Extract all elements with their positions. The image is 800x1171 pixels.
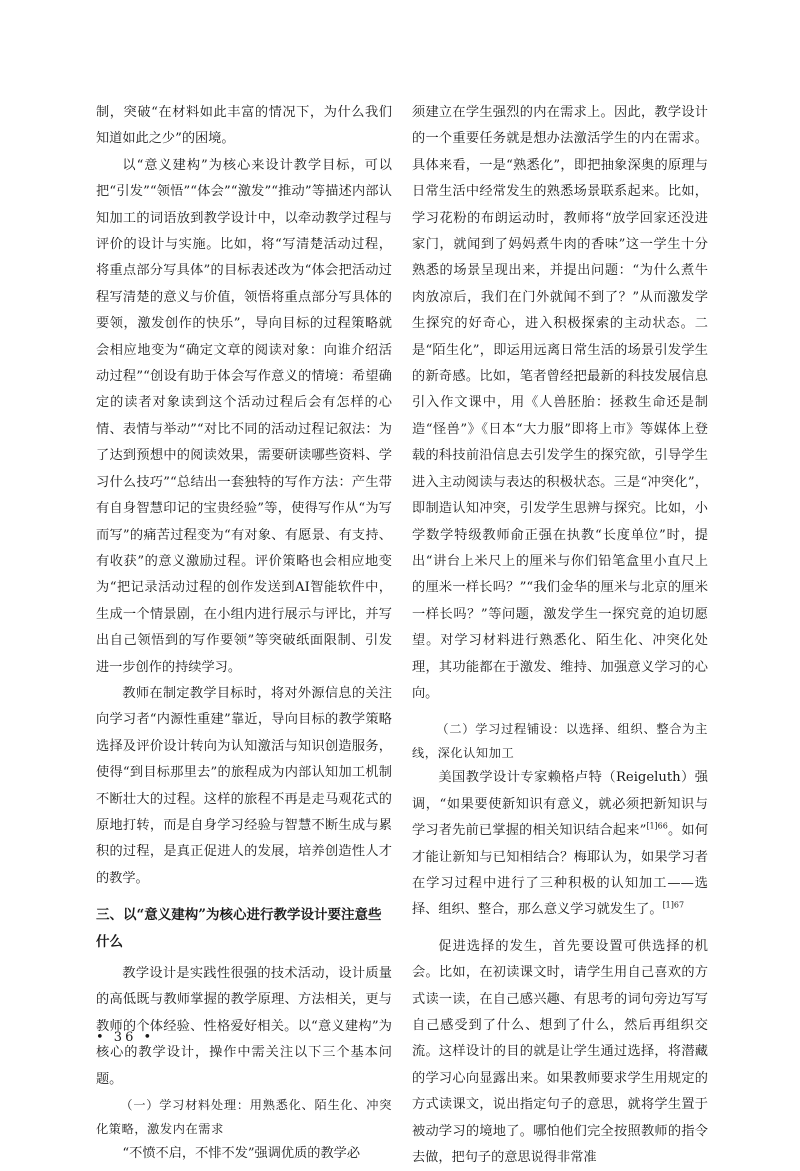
subsection-heading-1: （一）学习材料处理：用熟悉化、陌生化、冲突化策略，激发内在需求 bbox=[96, 1098, 392, 1137]
left-paragraph-2: 以“意义建构”为核心来设计教学目标，可以把“引发”“领悟”“体会”“激发”“推动”等描述内部认知加工的词语放到教学设计中，以牵动教学过程与评价的设计与实施。比如，将“写清楚活动过程，将重点部分写具体”的目标表述改为“体会把活动过程写清楚的意义与价值，领悟将重点部分写具体的要领，激发创作的快乐”，导向目标的过程策略就会相应地变为“确定文章的阅读对象：向谁介绍活动过程”“创设有助于体会写作意义的情境：希望确定的读者对象读到这个活动过程后会有怎样的心情、表情与举动”“对比不同的活动过程记叙法：为了达到预想中的阅读效果，需要研读哪些资料、学习什么技巧”“总结出一套独特的写作方法：产生带有自身智慧印记的宝贵经验”等，使得写作从“为写而写”的痛苦过程变为“有对象、有愿景、有支持、有收获”的意义激励过程。评价策略也会相应地变为“把记录活动过程的创作发送到AI智能软件中，生成一个情景剧，在小组内进行展示与评比，并写出自己领悟到的写作要领”等突破纸面限制、引发进一步创作的持续学习。 bbox=[96, 157, 392, 675]
right-paragraph-1: 须建立在学生强烈的内在需求上。因此，教学设计的一个重要任务就是想办法激活学生的内在需求。具体来看，一是“熟悉化”，即把抽象深奥的原理与日常生活中经常发生的熟悉场景联系起来。比如，学习花粉的布朗运动时，教师将“放学回家还没进家门，就闻到了妈妈煮牛肉的香味”这一学生十分熟悉的场景呈现出来，并提出问题：“为什么煮牛肉放凉后，我们在门外就闻不到了？”从而激发学生探究的好奇心，进入积极探索的主动状态。二是“陌生化”，即运用远离日常生活的场景引发学生的新奇感。比如，笔者曾经把最新的科技发展信息引入作文课中，用《人兽胚胎：拯救生命还是制造“怪兽”》《日本“大力服”即将上市》等媒体上登载的科技前沿信息去引发学生的探究欲，引导学生进入主动阅读与表达的积极状态。三是“冲突化”，即制造认知冲突，引发学生思辨与探究。比如，小学数学特级教师俞正强在执教“长度单位”时，提出“讲台上米尺上的厘米与你们铅笔盒里小直尺上的厘米一样长吗？”“我们金华的厘米与北京的厘米一样长吗？”等问题，激发学生一探究竟的迫切愿望。对学习材料进行熟悉化、陌生化、冲突化处理，其功能都在于激发、维持、加强意义学习的心向。 bbox=[412, 105, 708, 701]
left-paragraph-3: 教师在制定教学目标时，将对外源信息的关注向学习者“内源性重建”靠近，导向目标的教学策略选择及评价设计转向为认知激活与知识创造服务，使得“到目标那里去”的旅程成为内部认知加工机制不断壮大的过程。这样的旅程不再是走马观花式的原地打转，而是自身学习经验与智慧不断生成与累积的过程，是真正促进人的发展，培养创造性人才的教学。 bbox=[96, 685, 392, 886]
left-paragraph-1: 制，突破“在材料如此丰富的情况下，为什么我们知道如此之少”的困境。 bbox=[96, 105, 392, 147]
left-paragraph-4: 教学设计是实践性很强的技术活动，设计质量的高低既与教师掌握的教学原理、方法相关，更与教师的个体经验、性格爱好相关。以“意义建构”为核心的教学设计，操作中需关注以下三个基本问题。 bbox=[96, 966, 392, 1087]
section-title: 三、以“意义建构”为核心进行教学设计要注意些什么 bbox=[96, 907, 382, 950]
right-paragraph-2 bbox=[412, 765, 708, 923]
right-paragraph-2-text-a: 美国教学设计专家赖格卢特（Reigeluth）强调，“如果要使新知识有意义，就必须把新知识与学习者先前已掌握的相关知识结合起来” bbox=[412, 770, 708, 839]
left-column bbox=[96, 100, 392, 1167]
citation-ref-2: [1]67 bbox=[662, 900, 685, 910]
citation-ref-1: [1]66 bbox=[646, 821, 668, 831]
page-number: • 36 • bbox=[96, 1030, 155, 1045]
left-paragraph-5: “不愤不启，不悱不发”强调优质的教学必 bbox=[122, 1146, 361, 1162]
subsection-heading-2: （二）学习过程铺设：以选择、组织、整合为主线，深化认知加工 bbox=[412, 722, 708, 761]
right-column bbox=[412, 100, 708, 1171]
right-paragraph-3: 促进选择的发生，首先要设置可供选择的机会。比如，在初读课文时，请学生用自己喜欢的方式读一读，在自己感兴趣、有思考的词句旁边写写自己感受到了什么、想到了什么，然后再组织交流。这样设计的目的就是让学生通过选择，将潜藏的学习心向显露出来。如果教师要求学生用规定的方式读课文，说出指定句子的意思，就将学生置于被动学习的境地了。哪怕他们完全按照教师的指令去做，把句子的意思说得非常准 bbox=[412, 938, 708, 1166]
right-paragraph-2-text-b: 。如何才能让新知与已知相结合？梅耶认为，如果学习者在学习过程中进行了三种积极的认知加工——选择、组织、整合，那么意义学习就发生了。 bbox=[412, 823, 709, 918]
